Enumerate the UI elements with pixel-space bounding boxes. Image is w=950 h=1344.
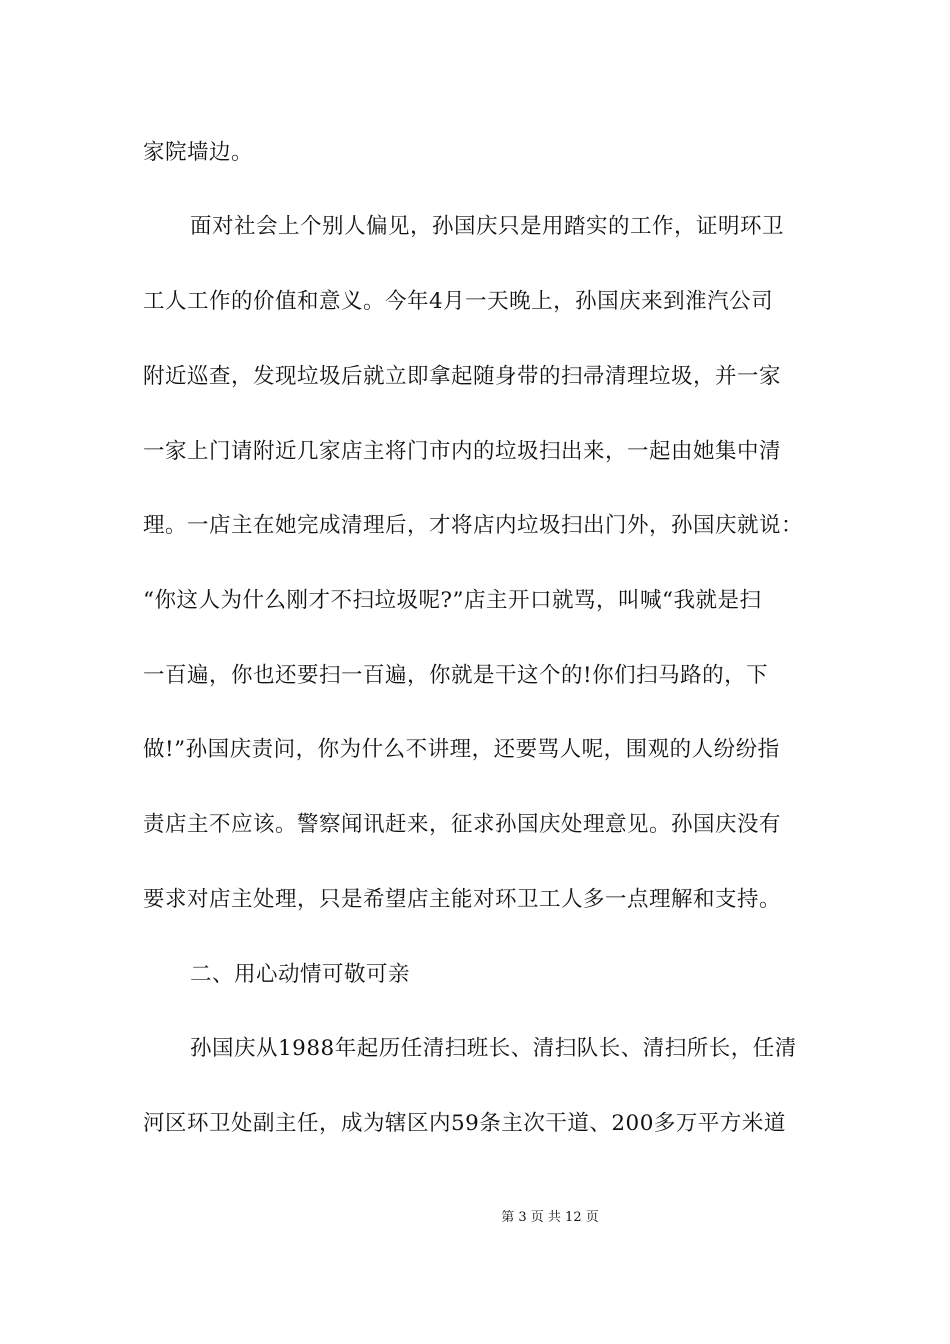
text-line-1: 家院墙边。 [143, 140, 254, 165]
text-line-6: 理。一店主在她完成清理后，才将店内垃圾扫出门外，孙国庆就说： [143, 513, 804, 538]
text-line-3: 工人工作的价值和意义。今年4月一天晚上，孙国庆来到淮汽公司 [143, 289, 774, 314]
page-footer [0, 1208, 950, 1228]
text-line-7: “你这人为什么刚才不扫垃圾呢?”店主开口就骂，叫喊“我就是扫 [143, 588, 762, 613]
text-line-5: 一家上门请附近几家店主将门市内的垃圾扫出来，一起由她集中清 [143, 439, 782, 464]
text-line-9: 做!”孙国庆责问，你为什么不讲理，还要骂人呢，围观的人纷纷指 [143, 737, 780, 762]
text-line-14: 河区环卫处副主任，成为辖区内59条主次干道、200多万平方米道 [143, 1111, 786, 1136]
text-line-2: 面对社会上个别人偏见，孙国庆只是用踏实的工作，证明环卫 [190, 214, 785, 239]
section-heading: 二、用心动情可敬可亲 [190, 962, 411, 987]
text-line-11: 要求对店主处理，只是希望店主能对环卫工人多一点理解和支持。 [143, 887, 782, 912]
text-line-4: 附近巡查，发现垃圾后就立即拿起随身带的扫帚清理垃圾，并一家 [143, 364, 782, 389]
text-line-8: 一百遍，你也还要扫一百遍，你就是干这个的!你们扫马路的，下 [143, 663, 769, 688]
page-number: 第 3 页 共 12 页 [501, 1210, 599, 1225]
text-line-13: 孙国庆从1988年起历任清扫班长、清扫队长、清扫所长，任清 [190, 1036, 797, 1061]
text-line-10: 责店主不应该。警察闻讯赶来，征求孙国庆处理意见。孙国庆没有 [143, 812, 782, 837]
